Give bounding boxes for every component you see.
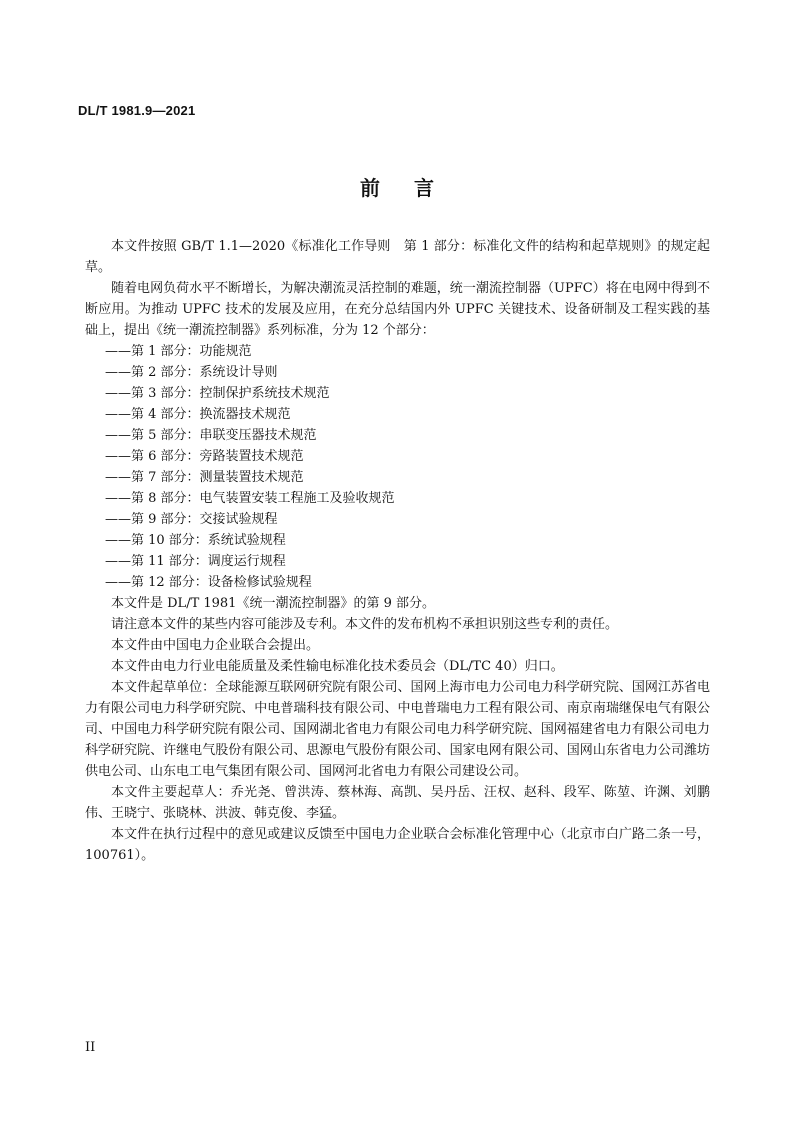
page-number: II (85, 1040, 96, 1055)
list-item: ——第 5 部分：串联变压器技术规范 (105, 428, 317, 443)
list-item: ——第 9 部分：交接试验规程 (105, 512, 278, 527)
list-item: ——第 6 部分：旁路装置技术规范 (105, 449, 304, 464)
paragraph: 随着电网负荷水平不断增长，为解决潮流灵活控制的难题，统一潮流控制器（UPFC）将在电网中得到不断应用。为推动 UPFC 技术的发展及应用，在充分总结国内外 UPFC 关键技术、设备研制及工程实践的基础上，提出《统一潮流控制器》系列标准，分为 12 个部分： (85, 281, 710, 338)
page-title (0, 172, 794, 201)
paragraph: 本文件主要起草人：乔光尧、曾洪涛、蔡林海、高凯、吴丹岳、汪权、赵科、段军、陈堃、许渊、刘鹏伟、王晓宁、张晓林、洪波、韩克俊、李猛。 (85, 785, 710, 821)
list-item: ——第 3 部分：控制保护系统技术规范 (105, 386, 330, 401)
paragraph: 本文件由中国电力企业联合会提出。 (111, 638, 320, 653)
parts-list (85, 341, 710, 593)
list-item: ——第 11 部分：调度运行规程 (105, 554, 286, 569)
foreword-body (85, 236, 710, 866)
paragraph: 本文件起草单位：全球能源互联网研究院有限公司、国网上海市电力公司电力科学研究院、国网江苏省电力有限公司电力科学研究院、中电普瑞科技有限公司、中电普瑞电力工程有限公司、南京南瑞继保电气有限公司、中国电力科学研究院有限公司、国网湖北省电力有限公司电力科学研究院、国网福建省电力有限公司电力科学研究院、许继电气股份有限公司、思源电气股份有限公司、国家电网有限公司、国网山东省电力公司潍坊供电公司、山东电工电气集团有限公司、国网河北省电力有限公司建设公司。 (85, 680, 710, 779)
list-item: ——第 2 部分：系统设计导则 (105, 365, 278, 380)
paragraph: 本文件是 DL/T 1981《统一潮流控制器》的第 9 部分。 (111, 596, 435, 611)
list-item: ——第 4 部分：换流器技术规范 (105, 407, 291, 422)
list-item: ——第 7 部分：测量装置技术规范 (105, 470, 304, 485)
list-item: ——第 12 部分：设备检修试验规程 (105, 575, 312, 590)
paragraph: 本文件按照 GB/T 1.1—2020《标准化工作导则 第 1 部分：标准化文件的结构和起草规则》的规定起草。 (85, 239, 710, 275)
paragraph: 请注意本文件的某些内容可能涉及专利。本文件的发布机构不承担识别这些专利的责任。 (111, 617, 619, 632)
paragraph: 本文件在执行过程中的意见或建议反馈至中国电力企业联合会标准化管理中心（北京市白广路二条一号，100761）。 (85, 827, 710, 863)
list-item: ——第 1 部分：功能规范 (105, 344, 252, 359)
paragraph: 本文件由电力行业电能质量及柔性输电标准化技术委员会（DL/TC 40）归口。 (111, 659, 564, 674)
list-item: ——第 10 部分：系统试验规程 (105, 533, 286, 548)
standard-code: DL/T 1981.9—2021 (78, 103, 196, 118)
page-title-text: 前言 (360, 176, 468, 200)
list-item: ——第 8 部分：电气装置安装工程施工及验收规范 (105, 491, 395, 506)
